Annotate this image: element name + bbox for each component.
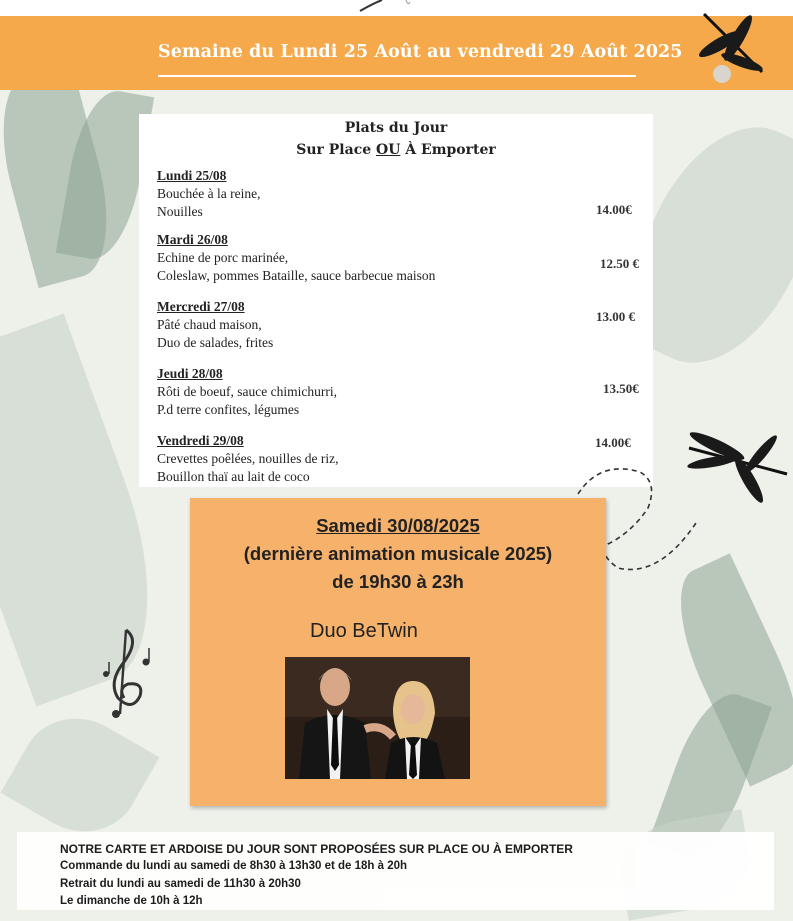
menu-price: 14.00€ [595,435,631,450]
menu-dish-line: Coleslaw, pommes Bataille, sauce barbecue maison [157,268,436,283]
menu-dish-line: Nouilles [157,204,203,219]
music-event-card [190,498,606,806]
dragonfly-icon [683,428,793,508]
band-name: Duo BeTwin [310,620,418,642]
event-date: Samedi 30/08/2025 [316,515,480,536]
music-note-icon [96,622,158,722]
menu-subtitle-ou: OU [376,142,401,158]
menu-day-name: Vendredi 29/08 [157,433,244,448]
event-time: de 19h30 à 23h [332,571,464,592]
event-note: (dernière animation musicale 2025) [243,543,553,564]
week-banner [0,16,793,90]
logo-fragment-icon [358,0,418,12]
week-title: Semaine du Lundi 25 Août au vendredi 29 Août 2025 [158,42,683,62]
menu-day [157,298,637,352]
menu-dish-line: Bouchée à la reine, [157,186,261,201]
menu-day [157,231,637,285]
menu-dish-line: Duo de salades, frites [157,335,274,350]
menu-day-name: Lundi 25/08 [157,168,227,183]
menu-subtitle [139,142,653,158]
dragonfly-icon [690,8,774,88]
menu-day [157,432,637,486]
menu-subtitle-prefix: Sur Place [296,142,376,158]
menu-title: Plats du Jour [344,120,448,136]
menu-subtitle-suffix: À Emporter [400,142,496,158]
menu-dish-line: Rôti de boeuf, sauce chimichurri, [157,384,337,399]
menu-price: 14.00€ [596,202,632,217]
band-photo [285,657,470,779]
menu-dish-line: Pâté chaud maison, [157,317,262,332]
menu-dish-line: P.d terre confites, légumes [157,402,300,417]
menu-day [157,167,637,221]
info-line: Le dimanche de 10h à 12h [60,895,203,907]
menu-dish-line: Echine de porc marinée, [157,250,289,265]
menu-day-name: Mardi 26/08 [157,232,228,247]
menu-day-name: Mercredi 27/08 [157,299,245,314]
menu-day-name: Jeudi 28/08 [157,366,223,381]
menu-price: 12.50 € [600,256,639,271]
info-line: NOTRE CARTE ET ARDOISE DU JOUR SONT PROPOSÉES SUR PLACE OU À EMPORTER [60,842,573,856]
daily-menu-card [139,114,653,487]
menu-day [157,365,637,419]
menu-price: 13.50€ [603,381,639,396]
menu-dish-line: Crevettes poêlées, nouilles de riz, [157,451,339,466]
week-underline [158,75,636,77]
info-line: Commande du lundi au samedi de 8h30 à 13h30 et de 18h à 20h [60,860,408,872]
menu-price: 13.00 € [596,309,635,324]
info-line: Retrait du lundi au samedi de 11h30 à 20h30 [60,878,301,890]
info-box [17,832,774,910]
menu-dish-line: Bouillon thaï au lait de coco [157,469,310,484]
